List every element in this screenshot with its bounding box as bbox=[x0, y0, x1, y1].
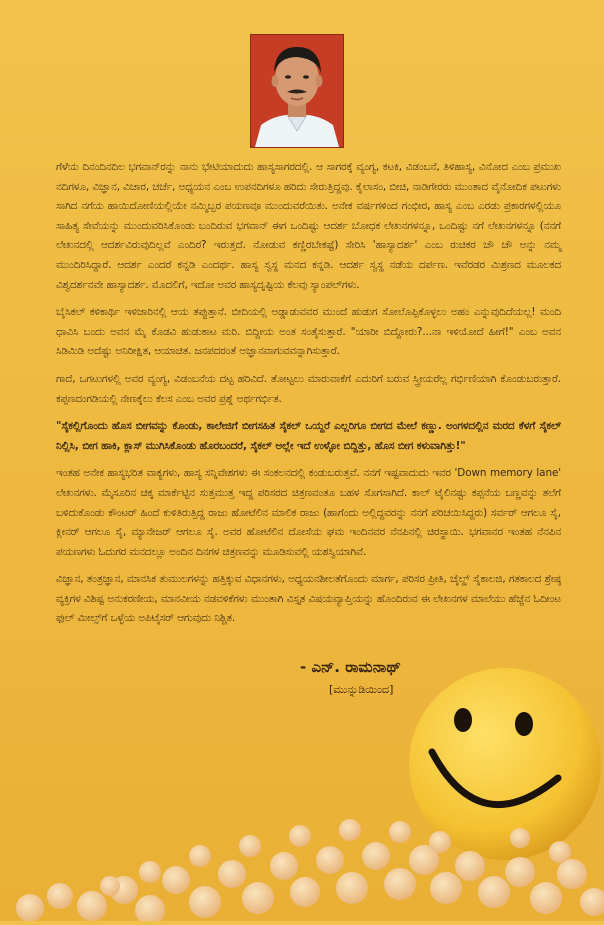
preface-text bbox=[56, 158, 561, 637]
paragraph: ಬೈಸಿಕಲ್ ಕಳಿಕಾರ್ಥಿ ಇಳಿಜಾರಿನಲ್ಲಿ ಆಯ ತಪ್ಪುತ್ತಾನೆ. ಬೀದಿಯಲ್ಲಿ ಅಡ್ಡಾಡುವವರ ಮುಂದೆ ಹುಡುಗ ಸೋಲೊಪ್ಪಿಕೊಳ್ಳಲು ಅಹಂ ಎನ್ನುವುದಿದೆಯಲ್ಲ! ಮಂದಿ ಧಾವಿಸಿ ಬಂದು ಅವನ ಮೈ ಕೊಡವಿ ಹುಡುಕಾಟ ಮರಿ. ಬಿದ್ದೀಯ ಅಂತ ಸಂತೈಸುತ್ತಾರೆ. "ಯಾರೀ ಬಿದ್ದೋರು?...ನಾ ಇಳಿಯೋದೆ ಹೀಗೆ!" ಎಂಬ ಅವನ ಸಿಡಿಮಿಡಿ ಅದೆಷ್ಟು ಅನಿರೀಕ್ಷಿತ, ಆಯಾಚಿತ. ಜನಪದರಂತೆ ಅಜ್ಞಾನವಾಗುವವನ್ನಾಗಿಸುತ್ತಾರೆ. bbox=[56, 306, 561, 358]
signature-note: [ಮುನ್ನುಡಿಯಿಂದ] bbox=[329, 683, 394, 696]
author-signature: - ಎನ್. ರಾಮನಾಥ್ bbox=[300, 658, 401, 676]
smiley-face-icon bbox=[409, 668, 601, 860]
paragraph: ವಿಜ್ಞಾನ, ತಂತ್ರಜ್ಞಾನ, ಮಾನಸಿಕ ತುಮುಲಗಳನ್ನು ಹತ್ತಿಕ್ಕುವ ವಿಧಾನಗಳು, ಅಧ್ಯಯನಶೀಲತೆಗೊಂದು ಮಾರ್ಗ, ಪರಿಸರ ಪ್ರೀತಿ, ಚೈಲ್ಡ್ ಸೈಕಾಲಜಿ, ಗತಕಾಲದ ಶ್ರೇಷ್ಠ ವ್ಯಕ್ತಿಗಳ ವಿಶಿಷ್ಟ ಅನುಕರಣೀಯ, ಮಾನವೀಯ ನಡವಳಿಕೆಗಳು ಮುಂತಾಗಿ ವಿಸ್ತೃತ ವಿಷಯವ್ಯಾಪ್ತಿಯನ್ನು ಹೊಂದಿರುವ ಈ ಲೇಖನಗಳ ಮಾಲೆಯು ಹೆಜ್ಜೆನ ಓದೀಂಟ ಫುಲ್ ಮೀಲ್ಸ್‌ಗೆ ಒಳ್ಳೆಯ ಅಪಿಟೈಸರ್ ಆಗುವುದು ನಿಶ್ಚಿತ. bbox=[56, 573, 561, 625]
smiley-pile bbox=[16, 819, 604, 921]
paragraph: ಇಂತಹ ಅನೇಕ ಹಾಸ್ಯಭರಿತ ವಾಕ್ಯಗಳು, ಹಾಸ್ಯ ಸನ್ನಿವೇಶಗಳು ಈ ಸಂಕಲನದಲ್ಲಿ ಕಂಡುಬರುತ್ತವೆ. ನನಗೆ ಇಷ್ಟವಾದುದು ಇವರ 'Down memory lane' ಲೇಖನಗಳು. ಮೈಸೂರಿನ ಚಿಕ್ಕ ಮಾರ್ಕೆಟ್ಟಿನ ಸುತ್ತಮುತ್ತ ಇದ್ದ ಪರಿಸರದ ಚಿತ್ರಣವಂತೂ ಬಹಳ ಸೊಗಸಾಗಿದೆ. ಕಾಲ್ ಟೈಲಿನಷ್ಟು ಕಪ್ಪನೆಯ ಬಣ್ಣವನ್ನು ತಲೆಗೆ ಬಳಿದುಕೊಂಡು ಕೌಂಟರ್ ಹಿಂದೆ ಕುಳಿತಿರುತ್ತಿದ್ದ ರಾಜು ಹೋಟೆಲಿನ ಮಾಲಿಕ ರಾಜು (ಹಾಗೆಂದು ಅಲ್ಲಿದ್ದವರನ್ನು ನನಗೆ ಪರಿಚಯಿಸಿದ್ದರು) ಸರ್ವರ್ ಆಗಲೂ ಸೈ, ಕ್ಲೀನರ್ ಆಗಲೂ ಸೈ, ಮ್ಯಾನೇಜರ್ ಆಗಲೂ ಸೈ. ಅವರ ಹೋಟೆಲಿನ ದೋಸೆಯ ಘಮ ಇಂದಿನವರ ನೆನಪಿನಲ್ಲಿ ಚಿರಸ್ಥಾಯಿ. ಭಗವಾನರ ಇಂತಹ ನೆನಪಿನ ಪಯಣಗಳು ಓದುಗರ ಮನದಲ್ಲೂ ಅಂದಿನ ದಿನಗಳ ಚಿತ್ರಣವನ್ನು ಮೂಡಿಸುವಲ್ಲಿ ಯಶಸ್ವಿಯಾಗಿವೆ. bbox=[56, 467, 561, 558]
paragraph: ಗೆಳೆಯ ದಿನಂದಿನದಿಲ ಭಗವಾನ್‌ರನ್ನು ನಾನು ಭೇಟಿಯಾದುದು ಹಾಸ್ಯಸಾಗರದಲ್ಲಿ. ಆ ಸಾಗರಕ್ಕೆ ವ್ಯಂಗ್ಯ, ಕಟಕಿ, ವಿಡಂಬನೆ, ತಿಳಿಹಾಸ್ಯ, ವಿನೋದ ಎಂಬ ಪ್ರಮುಖ ನದಿಗಳೂ, ವಿಜ್ಞಾನ, ವಿಚಾರ, ಚರ್ಚೆ, ಅಧ್ಯಯನ ಎಂಬ ಉಪನದಿಗಳೂ ಹರಿದು ಸೇರುತ್ತಿದ್ದವು. ಕೈಲಾಸಂ, ಬೀಚಿ, ನಾಡಿಗೇರರು ಮುಂತಾದ ವೈನೋದಿಕ ಪಟುಗಳು ಸಾಗಿದ ನಗೆಯ ಹಾಯಿದೋಣಿಯಲ್ಲಿಯೇ ನಮ್ಮಿಬ್ಬರ ಪಯಣವೂ ಮುಂದುವರೆಯಿತು. ಅನೇಕ ವರ್ಷಗಳಿಂದ ಗಂಭೀರ, ಹಾಸ್ಯ ಎಂಬ ಎರಡು ಪ್ರಕಾರಗಳಲ್ಲಿಯೂ ಸಾಹಿತ್ಯ ಸೇವೆಯನ್ನು ಮುಂದುವರಿಸಿಕೊಂಡು ಬಂದಿರುವ ಭಗವಾನ್ ಈಗ ಒಂದಿಷ್ಟು ಆದರ್ಶ ಬೋಧಕ ಲೇಖನಗಳನ್ನೂ, ಒಂದಿಷ್ಟು ನಗೆ ಲೇಖನಗಳನ್ನೂ (ನನಗೆ ಲೇಖನದಲ್ಲಿ ಆದರ್ಶವಿರುವುದಿಲ್ಲವೆ ಎಂದಿರ? ಇರುತ್ತದೆ. ನೋಡುವ ಕಣ್ಣಿರಬೇಕಷ್ಟೆ) ಸೇರಿಸಿ 'ಹಾಸ್ಯಾದರ್ಶ' ಎಂಬ ರುಚಿಕರ ಚೌ ಚೌ ಅನ್ನು ನಮ್ಮ ಮುಂದಿರಿಸಿದ್ದಾರೆ. ಆದರ್ಶ ಎಂದರೆ ಕನ್ನಡಿ ಎಂದರ್ಥ. ಹಾಸ್ಯ ಸ್ವಸ್ಥ ಮನದ ಕನ್ನಡಿ. ಆದರ್ಶ ಸ್ವಸ್ಥ ನಡೆಯ ದರ್ಪಣ. ಇವೆರಡರ ಮಿಶ್ರಣದ ಮೂಲಕದ ವಿಶ್ವದರ್ಶನವೇ ಹಾಸ್ಯಾದರ್ಶ. ಮೊದಲಿಗೆ, ಇದೋ ಅವರ ಹಾಸ್ಯದೃಷ್ಟಿಯ ಕೆಲವು ಸ್ಯಾಂಪಲ್‌ಗಳು. bbox=[56, 161, 561, 291]
quote-paragraph: "ಸೈಕಲ್ಲಿಗೊಂದು ಹೊಸ ಬೀಗವನ್ನು ಕೊಂಡು, ಕಾಲೇಜಿಗೆ ಬೀಗಸಹಿತ ಸೈಕಲ್ ಒಯ್ದರೆ ಎಲ್ಲರಿಗೂ ಬೀಗದ ಮೇಲೆ ಕಣ್ಣು. ಅಂಗಳದಲ್ಲಿನ ಮರದ ಕೆಳಗೆ ಸೈಕಲ್ ನಿಲ್ಲಿಸಿ, ಬೀಗ ಹಾಕಿ, ಕ್ಲಾಸ್ ಮುಗಿಸಿಕೊಂಡು ಹೊರಬಂದರೆ, ಸೈಕಲ್ ಅಲ್ಲೇ ಇದೆ ಉಳ್ಳೋ ಬಿದ್ದಿತ್ತು, ಹೊಸ ಬೀಗ ಕಳುವಾಗಿತ್ತು!" bbox=[56, 420, 561, 452]
paragraph: ಗಾದೆ, ಒಗಟುಗಳಲ್ಲಿ ಅವರ ವ್ಯಂಗ್ಯ, ವಿಡಂಬನೆಯ ದಟ್ಟ ಹರಿವಿದೆ. ತೋಟ್ಟಲು ಮಾರುವಾಕೆಗೆ ಎದುರಿಗೆ ಬರುವ ಸ್ತ್ರೀಯರೆಲ್ಲ ಗರ್ಭಿಣಿಯಾಗಿ ಕೊಂಡುಬರುತ್ತಾರೆ. ಕಪ್ಪಣದಂಗಡಿಯಲ್ಲಿ ನೇಣಕ್ಕೆಲು ಕೆಲಸ ಎಂಬ ಅವರ ಪ್ರಶ್ನೆ ಅರ್ಥಗರ್ಭಿತ. bbox=[56, 372, 561, 405]
author-photo bbox=[250, 34, 344, 148]
smiley-decoration bbox=[0, 660, 604, 921]
